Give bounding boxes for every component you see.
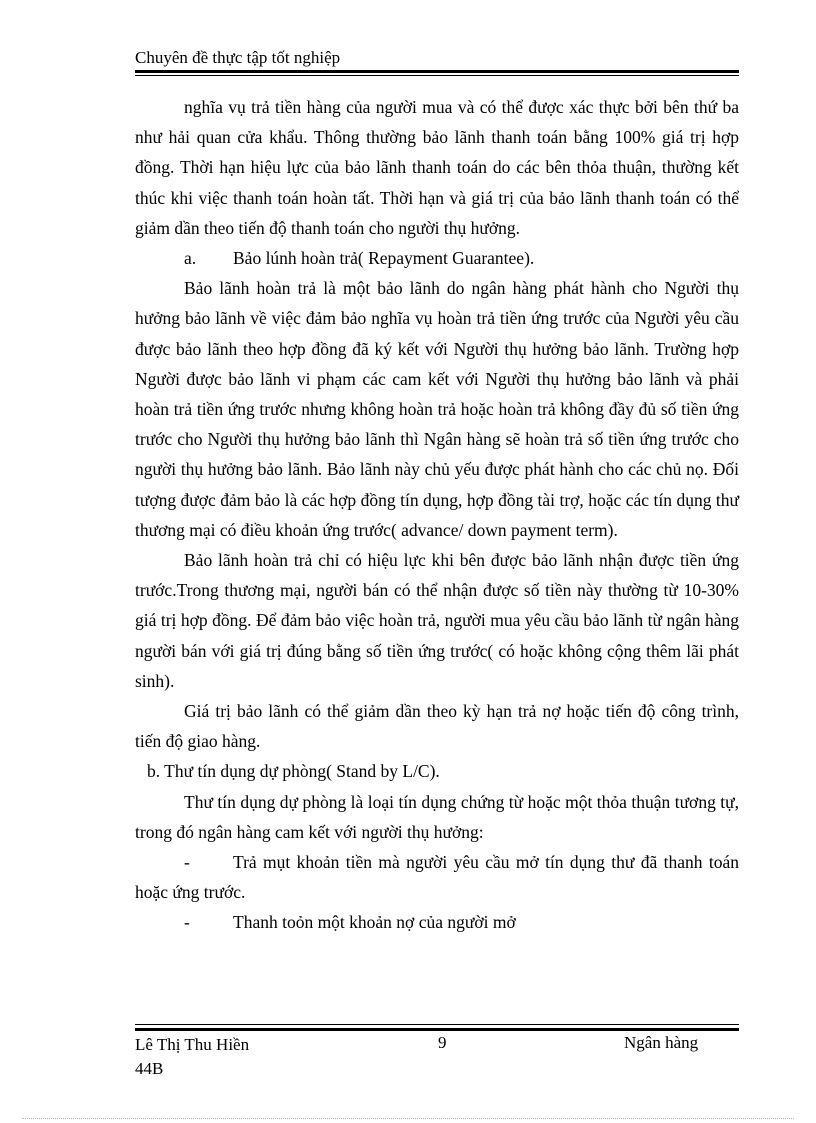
header-rule-thin bbox=[135, 75, 739, 76]
footer-author-class: 44B bbox=[135, 1059, 164, 1078]
paragraph-3: Bảo lãnh hoàn trả chỉ có hiệu lực khi bên được bảo lãnh nhận được tiền ứng trước.Trong thương mại, người bán có thể nhận được số tiền này thường từ 10-30% giá trị hợp đồng. Để đảm bảo việc hoàn trả, người mua yêu cầu bảo lãnh từ ngân hàng người bán với giá trị đúng bằng số tiền ứng trước( có hoặc không cộng thêm lãi phát sinh). bbox=[135, 550, 739, 691]
paragraph-2: Bảo lãnh hoàn trả là một bảo lãnh do ngân hàng phát hành cho Người thụ hưởng bảo lãnh về việc đảm bảo nghĩa vụ hoàn trả tiền ứng trước của Người yêu cầu được bảo lãnh theo hợp đồng đã ký kết với Người thụ hưởng bảo lãnh. Trường hợp Người được bảo lãnh vi phạm các cam kết với Người thụ hưởng bảo lãnh và phải hoàn trả tiền ứng trước nhưng không hoàn trả hoặc hoàn trả không đầy đủ số tiền ứng trước cho Người thụ hưởng bảo lãnh thì Ngân hàng sẽ hoàn trả số tiền ứng trước cho người thụ hưởng bảo lãnh. Bảo lãnh này chủ yếu được phát hành cho các chủ nọ. Đối tượng được đảm bảo là các hợp đồng tín dụng, hợp đồng tài trợ, hoặc các tín dụng thư thương mại có điều khoản ứng trước( advance/ down payment term). bbox=[135, 278, 739, 540]
dash-item-2-text: Thanh toỏn một khoản nợ của người mở bbox=[233, 912, 516, 933]
dash-item-1 bbox=[135, 847, 739, 907]
footer-rule-thick bbox=[135, 1028, 739, 1031]
list-item-a-text: Bảo lúnh hoàn trả( Repayment Guarantee). bbox=[233, 248, 535, 269]
footer-author bbox=[135, 1033, 249, 1081]
page-number: 9 bbox=[438, 1033, 447, 1052]
dash-marker: - bbox=[184, 912, 190, 933]
header-title: Chuyên đề thực tập tốt nghiệp bbox=[135, 48, 341, 67]
page-edge bbox=[22, 1118, 794, 1119]
paragraph-4: Giá trị bảo lãnh có thể giảm dần theo kỳ hạn trả nợ hoặc tiến độ công trình, tiến độ giao hàng. bbox=[135, 701, 739, 752]
footer-author-name: Lê Thị Thu Hiền bbox=[135, 1035, 250, 1054]
list-marker-a: a. bbox=[184, 248, 197, 269]
header-rule-thick bbox=[135, 70, 739, 73]
paragraph-5: Thư tín dụng dự phòng là loại tín dụng chứng từ hoặc một thỏa thuận tương tự, trong đó ngân hàng cam kết với người thụ hưởng: bbox=[135, 791, 739, 842]
footer-department: Ngân hàng bbox=[624, 1033, 699, 1052]
dash-marker: - bbox=[184, 852, 190, 873]
list-item-b: b. Thư tín dụng dự phòng( Stand by L/C). bbox=[147, 761, 440, 782]
list-item-a bbox=[135, 243, 739, 273]
document-body bbox=[135, 92, 739, 938]
dash-item-1-text: Trả mụt khoản tiền mà người yêu cầu mở tín dụng thư đã thanh toán hoặc ứng trước. bbox=[135, 852, 739, 903]
paragraph-1: nghĩa vụ trả tiền hàng của người mua và có thể được xác thực bởi bên thứ ba như hải quan cửa khẩu. Thông thường bảo lãnh thanh toán bằng 100% giá trị hợp đồng. Thời hạn hiệu lực của bảo lãnh thanh toán do các bên thỏa thuận, thường kết thúc khi việc thanh toán hoàn tất. Thời hạn và giá trị của bảo lãnh thanh toán có thể giảm dần theo tiến độ thanh toán cho người thụ hưởng. bbox=[135, 97, 739, 238]
footer-rule-thin bbox=[135, 1024, 739, 1025]
dash-item-2 bbox=[135, 907, 739, 937]
